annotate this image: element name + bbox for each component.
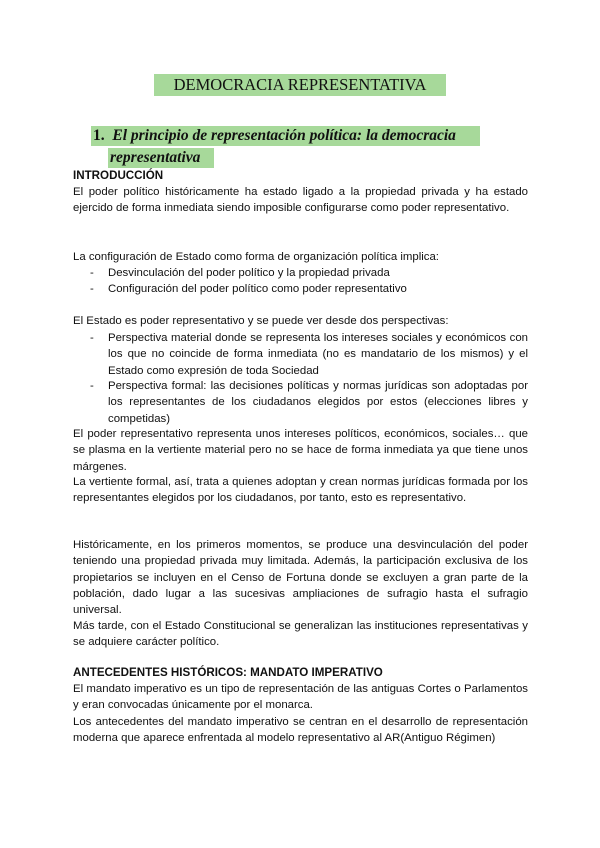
list-item: Perspectiva formal: las decisiones políticas y normas jurídicas son adoptadas por los representantes de los ciudadanos elegidos por estos (elecciones libres y competidas) — [108, 380, 528, 425]
intro-paragraph-5: La vertiente formal, así, trata a quienes adoptan y crean normas jurídicas formada por los representantes elegidos por los ciudadanos, por tanto, esto es representativo. — [73, 476, 528, 505]
list-item: Configuración del poder político como poder representativo — [108, 283, 407, 295]
list-bullet: - — [90, 267, 94, 279]
intro-paragraph-1: El poder político históricamente ha estado ligado a la propiedad privada y ha estado ejercido de forma inmediata siendo imposible configurarse como poder representativo. — [73, 186, 528, 215]
section-number: 1. — [93, 127, 105, 144]
list-item: Desvinculación del poder político y la propiedad privada — [108, 267, 390, 279]
intro-paragraph-3: El Estado es poder representativo y se puede ver desde dos perspectivas: — [73, 315, 449, 327]
list-item: Perspectiva material donde se representa los intereses sociales y económicos con los que no coincide de forma inmediata (no es mandatario de los mismos) y el Estado como expresión de toda Sociedad — [108, 332, 528, 377]
intro-paragraph-7: Más tarde, con el Estado Constitucional se generalizan las instituciones representativas y se adquiere carácter político. — [73, 620, 528, 649]
intro-paragraph-6: Históricamente, en los primeros momentos, se produce una desvinculación del poder teniendo una propiedad privada muy limitada. Además, la participación exclusiva de los propietarios se incluyen en el Censo de Fortuna donde se excluyen a gran parte de la población, dado lugar a las sucesivas ampliaciones de sufragio hasta el sufragio universal. — [73, 539, 528, 617]
list-bullet: - — [90, 380, 94, 392]
intro-paragraph-2: La configuración de Estado como forma de organización política implica: — [73, 251, 439, 263]
section-heading-line1 — [91, 126, 480, 146]
section-heading-text: El principio de representación política: la democracia — [112, 127, 456, 144]
antecedentes-heading: ANTECEDENTES HISTÓRICOS: MANDATO IMPERATIVO — [73, 666, 383, 679]
list-bullet: - — [90, 283, 94, 295]
antecedentes-paragraph-1: El mandato imperativo es un tipo de representación de las antiguas Cortes o Parlamentos y eran convocadas únicamente por el monarca. — [73, 683, 528, 712]
document-title: DEMOCRACIA REPRESENTATIVA — [154, 74, 446, 96]
intro-heading: INTRODUCCIÓN — [73, 169, 164, 182]
antecedentes-paragraph-2: Los antecedentes del mandato imperativo se centran en el desarrollo de representación moderna que aparece enfrentada al modelo representativo al AR(Antiguo Régimen) — [73, 716, 528, 745]
section-heading-line2: representativa — [108, 148, 214, 168]
list-bullet: - — [90, 332, 94, 344]
intro-paragraph-4: El poder representativo representa unos intereses políticos, económicos, sociales… que se plasma en la vertiente material pero no se hace de forma inmediata ya que tiene unos márgenes. — [73, 428, 528, 473]
